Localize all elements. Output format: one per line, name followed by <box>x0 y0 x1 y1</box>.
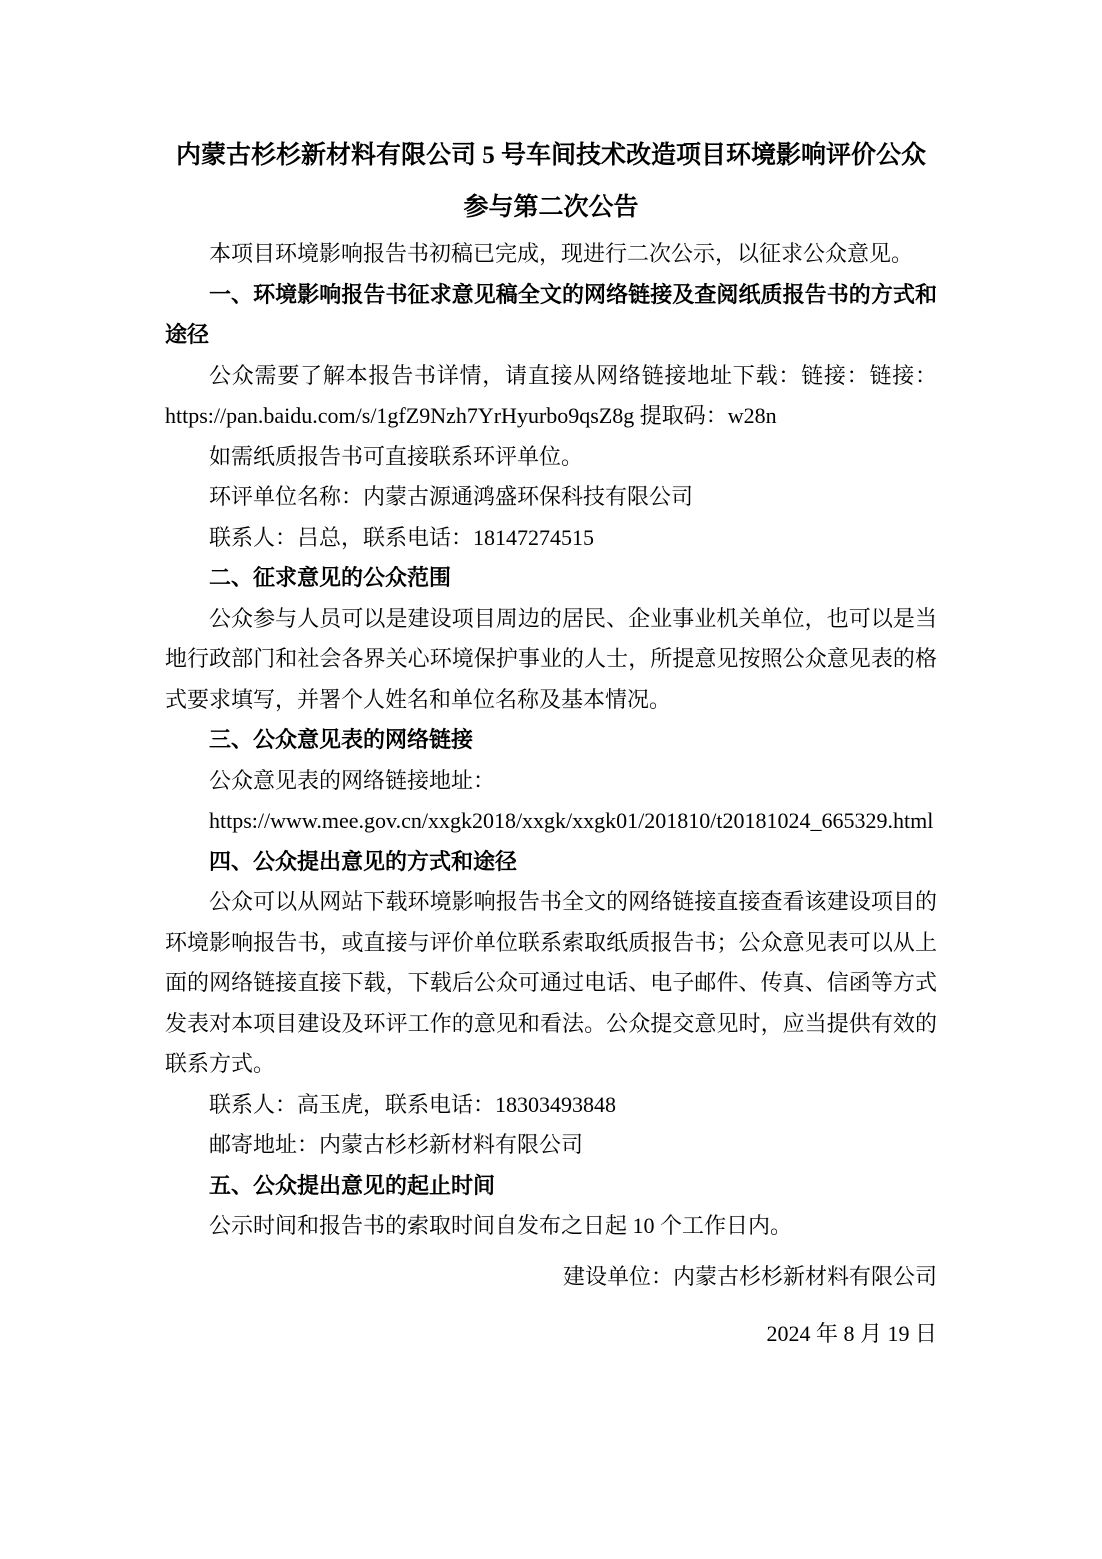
download-intro-text: 公众需要了解本报告书详情，请直接从网络链接地址下载：链接：链接： <box>209 362 937 388</box>
section2-body-paragraph: 公众参与人员可以是建设项目周边的居民、企业事业机关单位，也可以是当地行政部门和社会各界关心环境保护事业的人士，所提意见按照公众意见表的格式要求填写，并署个人姓名和单位名称及基本情况。 <box>165 605 937 712</box>
construction-unit-line: 建设单位：内蒙古杉杉新材料有限公司 <box>562 1263 937 1289</box>
intro-paragraph: 本项目环境影响报告书初稿已完成，现进行二次公示，以征求公众意见。 <box>209 241 914 266</box>
section4-contact-line <box>165 1085 937 1126</box>
section1-contact-phone: 18147274515 <box>473 524 595 550</box>
section1-contact-label: 联系人：吕总，联系电话： <box>209 524 474 550</box>
section1-heading: 一、环境影响报告书征求意见稿全文的网络链接及查阅纸质报告书的方式和途径 <box>165 281 937 347</box>
section1-download-paragraph <box>165 356 937 437</box>
section1-contact-line <box>165 518 937 559</box>
section2-heading: 二、征求意见的公众范围 <box>209 565 452 590</box>
section1-paper-copy-note: 如需纸质报告书可直接联系环评单位。 <box>209 443 584 469</box>
section3-link-intro: 公众意见表的网络链接地址： <box>209 767 496 793</box>
section5-heading: 五、公众提出意见的起止时间 <box>209 1172 496 1198</box>
section3-url-paragraph <box>165 801 937 842</box>
report-download-url[interactable]: https://pan.baidu.com/s/1gfZ9Nzh7YrHyurbo9qsZ8g <box>165 403 635 428</box>
section4-mailing-address: 邮寄地址：内蒙古杉杉新材料有限公司 <box>209 1132 584 1157</box>
section4-contact-phone: 18303493848 <box>495 1091 617 1117</box>
extraction-code-value: w28n <box>727 403 777 428</box>
section3-heading: 三、公众意见表的网络链接 <box>209 727 474 752</box>
document-title: 内蒙古杉杉新材料有限公司 5 号车间技术改造项目环境影响评价公众参与第二次公告 <box>175 142 926 221</box>
section4-heading: 四、公众提出意见的方式和途径 <box>209 848 518 874</box>
document-content <box>165 130 937 1355</box>
opinion-form-url[interactable]: https://www.mee.gov.cn/xxgk2018/xxgk/xxgk01/201810/t20181024_665329.html <box>209 808 934 833</box>
section1-eia-unit-line: 环评单位名称：内蒙古源通鸿盛环保科技有限公司 <box>209 484 694 509</box>
section5-body-paragraph: 公示时间和报告书的索取时间自发布之日起 10 个工作日内。 <box>209 1213 793 1238</box>
extraction-code-label: 提取码： <box>634 403 728 428</box>
section4-contact-label: 联系人：高玉虎，联系电话： <box>209 1091 496 1117</box>
document-date: 2024 年 8 月 19 日 <box>766 1321 937 1346</box>
section4-body-paragraph: 公众可以从网站下载环境影响报告书全文的网络链接直接查看该建设项目的环境影响报告书，或直接与评价单位联系索取纸质报告书；公众意见表可以从上面的网络链接直接下载，下载后公众可通过电话、电子邮件、传真、信函等方式发表对本项目建设及环评工作的意见和看法。公众提交意见时，应当提供有效的联系方式。 <box>165 889 937 1076</box>
